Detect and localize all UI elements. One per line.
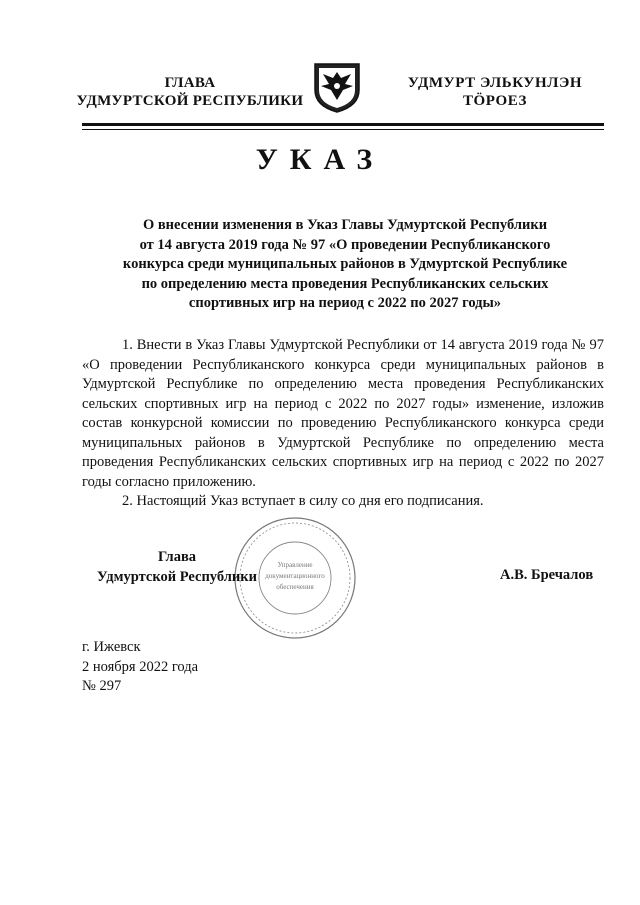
issuer-udmurt-line-1: УДМУРТ ЭЛЬКУНЛЭН — [407, 75, 583, 91]
issuer-title-russian — [70, 74, 310, 110]
document-number: № 297 — [82, 678, 122, 694]
header-rule-thin — [82, 129, 604, 130]
stamp-text-1: Управление — [277, 561, 313, 569]
subject-line-2: от 14 августа 2019 года № 97 «О проведении Республиканского — [139, 236, 551, 253]
subject-line-4: по определению места проведения Республиканских сельских — [141, 275, 549, 292]
body-paragraph-1: 1. Внести в Указ Главы Удмуртской Республики от 14 августа 2019 года № 97 «О проведении Республиканского конкурса среди муниципальных районов в Удмуртской Республике по определению места проведения Республиканских сельских спортивных игр на период с 2022 по 2027 годы» изменение, изложив состав конкурсной комиссии по проведению Республиканского конкурса среди муниципальных районов в Удмуртской Республике по определению места проведения Республиканских сельских спортивных игр на период с 2022 по 2027 годы согласно приложению. — [82, 337, 604, 490]
signatory-title-line-2: Удмуртской Республики — [97, 568, 257, 585]
subject-line-5: спортивных игр на период с 2022 по 2027 годы» — [188, 295, 502, 311]
subject-line-3: конкурса среди муниципальных районов в Удмуртской Республике — [122, 256, 568, 272]
document-title: УКАЗ — [255, 143, 385, 176]
issuer-udmurt-line-2: ТӦРОЕЗ — [462, 93, 528, 109]
document-subject — [95, 216, 595, 314]
document-footer — [82, 638, 198, 697]
place-of-issue: г. Ижевск — [82, 639, 141, 655]
udmurt-emblem-icon — [311, 60, 363, 114]
issuer-line-2: УДМУРТСКОЙ РЕСПУБЛИКИ — [76, 93, 304, 109]
issuer-title-udmurt — [395, 74, 595, 110]
issuer-line-1: ГЛАВА — [164, 75, 216, 91]
stamp-text-2: документационного — [265, 572, 325, 580]
document-body — [82, 336, 604, 512]
header-rule-thick — [82, 123, 604, 126]
subject-line-1: О внесении изменения в Указ Главы Удмуртской Республики — [142, 217, 548, 233]
stamp-text-3: обеспечения — [276, 583, 314, 591]
signatory-name: А.В. Бречалов — [500, 567, 594, 583]
body-paragraph-2: 2. Настоящий Указ вступает в силу со дня его подписания. — [122, 493, 484, 509]
signatory-title — [82, 548, 272, 587]
signatory-title-line-1: Глава — [157, 549, 197, 565]
date-of-issue: 2 ноября 2022 года — [82, 658, 199, 675]
